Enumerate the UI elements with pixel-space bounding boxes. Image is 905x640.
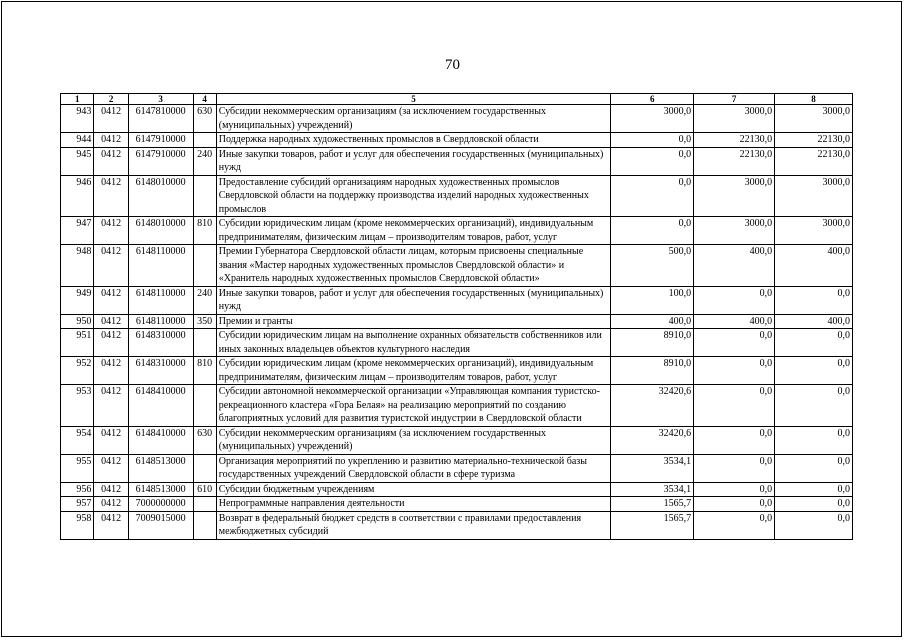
table-row: [61, 147, 853, 175]
target-article-cell: 6148110000: [128, 286, 193, 314]
amount-col8-cell: 400,0: [775, 245, 853, 287]
amount-col6-cell: 0,0: [611, 133, 694, 148]
table-row: [61, 245, 853, 287]
section-code-cell: 0412: [94, 454, 128, 482]
amount-col8-cell: 3000,0: [775, 105, 853, 133]
column-header: 1: [61, 94, 94, 105]
amount-col7-cell: 0,0: [694, 286, 775, 314]
name-cell: Премии Губернатора Свердловской области лицам, которым присвоены специальные звания «Мастер народных художественных промыслов Свердловской области» и «Хранитель народных художественных промыслов Свердловской области»: [216, 245, 610, 287]
row-number-cell: 950: [61, 314, 94, 329]
amount-col8-cell: 3000,0: [775, 175, 853, 217]
expense-type-cell: [193, 497, 216, 512]
section-code-cell: 0412: [94, 511, 128, 539]
row-number-cell: 957: [61, 497, 94, 512]
amount-col8-cell: 3000,0: [775, 217, 853, 245]
name-cell: Субсидии некоммерческим организациям (за исключением государственных (муниципальных) учреждений): [216, 426, 610, 454]
budget-table: [60, 93, 853, 540]
amount-col6-cell: 3534,1: [611, 482, 694, 497]
amount-col7-cell: 0,0: [694, 426, 775, 454]
amount-col7-cell: 22130,0: [694, 147, 775, 175]
section-code-cell: 0412: [94, 357, 128, 385]
target-article-cell: 7000000000: [128, 497, 193, 512]
section-code-cell: 0412: [94, 133, 128, 148]
row-number-cell: 952: [61, 357, 94, 385]
table-row: [61, 329, 853, 357]
table-row: [61, 314, 853, 329]
amount-col8-cell: 0,0: [775, 426, 853, 454]
amount-col7-cell: 0,0: [694, 385, 775, 427]
name-cell: Субсидии бюджетным учреждениям: [216, 482, 610, 497]
row-number-cell: 946: [61, 175, 94, 217]
section-code-cell: 0412: [94, 482, 128, 497]
amount-col6-cell: 8910,0: [611, 357, 694, 385]
expense-type-cell: [193, 133, 216, 148]
table-row: [61, 497, 853, 512]
amount-col8-cell: 0,0: [775, 286, 853, 314]
amount-col8-cell: 0,0: [775, 357, 853, 385]
column-header: 2: [94, 94, 128, 105]
target-article-cell: 6148513000: [128, 482, 193, 497]
name-cell: Иные закупки товаров, работ и услуг для обеспечения государственных (муниципальных) нужд: [216, 147, 610, 175]
amount-col8-cell: 22130,0: [775, 147, 853, 175]
amount-col6-cell: 0,0: [611, 147, 694, 175]
expense-type-cell: 350: [193, 314, 216, 329]
section-code-cell: 0412: [94, 426, 128, 454]
name-cell: Иные закупки товаров, работ и услуг для обеспечения государственных (муниципальных) нужд: [216, 286, 610, 314]
amount-col7-cell: 0,0: [694, 329, 775, 357]
amount-col8-cell: 22130,0: [775, 133, 853, 148]
name-cell: Субсидии некоммерческим организациям (за исключением государственных (муниципальных) учреждений): [216, 105, 610, 133]
table-row: [61, 217, 853, 245]
section-code-cell: 0412: [94, 385, 128, 427]
row-number-cell: 958: [61, 511, 94, 539]
table-row: [61, 426, 853, 454]
column-header: 7: [694, 94, 775, 105]
name-cell: Организация мероприятий по укреплению и развитию материально-технической базы государственных учреждений Свердловской области в сфере туризма: [216, 454, 610, 482]
amount-col7-cell: 0,0: [694, 482, 775, 497]
column-header: 6: [611, 94, 694, 105]
amount-col7-cell: 3000,0: [694, 217, 775, 245]
amount-col6-cell: 500,0: [611, 245, 694, 287]
expense-type-cell: 240: [193, 147, 216, 175]
amount-col7-cell: 22130,0: [694, 133, 775, 148]
amount-col6-cell: 1565,7: [611, 497, 694, 512]
amount-col6-cell: 32420,6: [611, 426, 694, 454]
section-code-cell: 0412: [94, 314, 128, 329]
column-header: 4: [193, 94, 216, 105]
section-code-cell: 0412: [94, 497, 128, 512]
amount-col6-cell: 1565,7: [611, 511, 694, 539]
target-article-cell: 6148310000: [128, 357, 193, 385]
row-number-cell: 943: [61, 105, 94, 133]
target-article-cell: 6148010000: [128, 217, 193, 245]
expense-type-cell: 810: [193, 217, 216, 245]
target-article-cell: 6148110000: [128, 245, 193, 287]
amount-col8-cell: 0,0: [775, 482, 853, 497]
section-code-cell: 0412: [94, 329, 128, 357]
column-header: 3: [128, 94, 193, 105]
target-article-cell: 6147910000: [128, 147, 193, 175]
table-row: [61, 286, 853, 314]
name-cell: Субсидии юридическим лицам (кроме некоммерческих организаций), индивидуальным предпринимателям, физическим лицам – производителям товаров, работ, услуг: [216, 357, 610, 385]
expense-type-cell: 630: [193, 105, 216, 133]
table-row: [61, 454, 853, 482]
name-cell: Возврат в федеральный бюджет средств в соответствии с правилами предоставления межбюджетных субсидий: [216, 511, 610, 539]
row-number-cell: 948: [61, 245, 94, 287]
row-number-cell: 953: [61, 385, 94, 427]
target-article-cell: 6147910000: [128, 133, 193, 148]
amount-col8-cell: 0,0: [775, 329, 853, 357]
amount-col6-cell: 8910,0: [611, 329, 694, 357]
name-cell: Предоставление субсидий организациям народных художественных промыслов Свердловской области на поддержку производства изделий народных художественных промыслов: [216, 175, 610, 217]
table-row: [61, 357, 853, 385]
section-code-cell: 0412: [94, 147, 128, 175]
amount-col7-cell: 0,0: [694, 357, 775, 385]
row-number-cell: 951: [61, 329, 94, 357]
row-number-cell: 954: [61, 426, 94, 454]
amount-col6-cell: 400,0: [611, 314, 694, 329]
amount-col8-cell: 0,0: [775, 511, 853, 539]
amount-col6-cell: 100,0: [611, 286, 694, 314]
row-number-cell: 947: [61, 217, 94, 245]
expense-type-cell: [193, 385, 216, 427]
expense-type-cell: 610: [193, 482, 216, 497]
target-article-cell: 6148410000: [128, 426, 193, 454]
amount-col8-cell: 0,0: [775, 497, 853, 512]
expense-type-cell: 630: [193, 426, 216, 454]
row-number-cell: 945: [61, 147, 94, 175]
expense-type-cell: 240: [193, 286, 216, 314]
amount-col7-cell: 3000,0: [694, 105, 775, 133]
table-row: [61, 511, 853, 539]
row-number-cell: 949: [61, 286, 94, 314]
amount-col7-cell: 0,0: [694, 511, 775, 539]
expense-type-cell: 810: [193, 357, 216, 385]
amount-col7-cell: 0,0: [694, 497, 775, 512]
name-cell: Поддержка народных художественных промыслов в Свердловской области: [216, 133, 610, 148]
expense-type-cell: [193, 454, 216, 482]
amount-col8-cell: 0,0: [775, 454, 853, 482]
amount-col7-cell: 0,0: [694, 454, 775, 482]
amount-col6-cell: 3534,1: [611, 454, 694, 482]
target-article-cell: 7009015000: [128, 511, 193, 539]
amount-col6-cell: 3000,0: [611, 105, 694, 133]
table-row: [61, 175, 853, 217]
target-article-cell: 6147810000: [128, 105, 193, 133]
name-cell: Субсидии юридическим лицам (кроме некоммерческих организаций), индивидуальным предпринимателям, физическим лицам – производителям товаров, работ, услуг: [216, 217, 610, 245]
expense-type-cell: [193, 329, 216, 357]
table-body: [61, 105, 853, 540]
table-row: [61, 105, 853, 133]
amount-col6-cell: 0,0: [611, 217, 694, 245]
column-header: 5: [216, 94, 610, 105]
table-row: [61, 385, 853, 427]
expense-type-cell: [193, 245, 216, 287]
row-number-cell: 956: [61, 482, 94, 497]
name-cell: Непрограммные направления деятельности: [216, 497, 610, 512]
section-code-cell: 0412: [94, 245, 128, 287]
target-article-cell: 6148010000: [128, 175, 193, 217]
row-number-cell: 955: [61, 454, 94, 482]
table-row: [61, 133, 853, 148]
expense-type-cell: [193, 511, 216, 539]
page-number: 70: [445, 57, 460, 73]
section-code-cell: 0412: [94, 286, 128, 314]
section-code-cell: 0412: [94, 105, 128, 133]
target-article-cell: 6148410000: [128, 385, 193, 427]
expense-type-cell: [193, 175, 216, 217]
amount-col6-cell: 0,0: [611, 175, 694, 217]
name-cell: Субсидии автономной некоммерческой организации «Управляющая компания туристско-рекреационного кластера «Гора Белая» на реализацию мероприятий по созданию благоприятных условий для развития туристской индустрии в Свердловской области: [216, 385, 610, 427]
table-row: [61, 482, 853, 497]
amount-col7-cell: 3000,0: [694, 175, 775, 217]
amount-col6-cell: 32420,6: [611, 385, 694, 427]
target-article-cell: 6148310000: [128, 329, 193, 357]
header-row: [61, 94, 853, 105]
amount-col8-cell: 400,0: [775, 314, 853, 329]
section-code-cell: 0412: [94, 175, 128, 217]
name-cell: Субсидии юридическим лицам на выполнение охранных обязательств собственников или иных законных владельцев объектов культурного наследия: [216, 329, 610, 357]
column-header: 8: [775, 94, 853, 105]
row-number-cell: 944: [61, 133, 94, 148]
section-code-cell: 0412: [94, 217, 128, 245]
target-article-cell: 6148513000: [128, 454, 193, 482]
name-cell: Премии и гранты: [216, 314, 610, 329]
amount-col8-cell: 0,0: [775, 385, 853, 427]
amount-col7-cell: 400,0: [694, 314, 775, 329]
amount-col7-cell: 400,0: [694, 245, 775, 287]
target-article-cell: 6148110000: [128, 314, 193, 329]
